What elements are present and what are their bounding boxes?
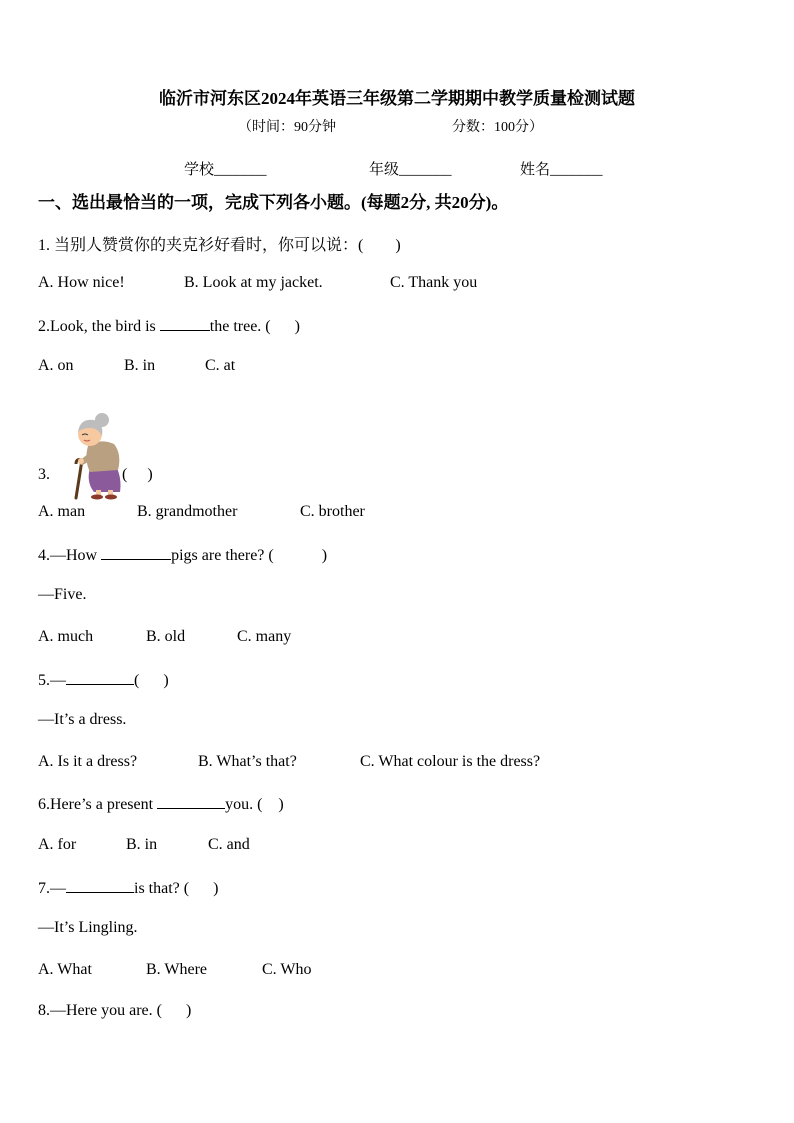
question-7-reply: —It’s Lingling. <box>38 919 138 936</box>
question-7-stem-start: 7.— <box>38 880 66 897</box>
question-1-option-a: A. How nice! <box>38 274 125 291</box>
question-2-option-a: A. on <box>38 357 74 374</box>
grade-field: 年级_______ <box>369 162 452 178</box>
question-4-option-a: A. much <box>38 628 94 645</box>
question-2-stem-start: 2.Look, the bird is <box>38 318 160 335</box>
question-7-stem <box>38 878 218 898</box>
question-6-option-a: A. for <box>38 836 77 853</box>
answer-blank <box>160 316 210 331</box>
question-6-option-c: C. and <box>208 836 250 853</box>
question-2-stem <box>38 316 300 336</box>
question-4-option-b: B. old <box>146 628 186 645</box>
exam-score: 分数：100分） <box>452 120 543 135</box>
question-1-option-b: B. Look at my jacket. <box>184 274 323 291</box>
question-7-option-b: B. Where <box>146 961 208 978</box>
question-5-stem <box>38 670 169 690</box>
name-field: 姓名_______ <box>520 162 603 178</box>
question-1-option-c: C. Thank you <box>390 274 478 291</box>
answer-blank <box>66 670 134 685</box>
question-7-option-c: C. Who <box>262 961 312 978</box>
question-4-option-c: C. many <box>237 628 292 645</box>
question-8-stem: 8.—Here you are. ( ) <box>38 1002 192 1019</box>
question-1-stem: 1. 当别人赞赏你的夹克衫好看时，你可以说：( ) <box>38 237 401 254</box>
question-3-bracket: ( ) <box>122 466 153 483</box>
question-2-option-b: B. in <box>124 357 156 374</box>
question-5-stem-end: ( ) <box>134 672 169 689</box>
school-field: 学校_______ <box>184 162 267 178</box>
question-3-option-c: C. brother <box>300 503 365 520</box>
grandmother-icon <box>60 408 126 500</box>
question-4-reply: —Five. <box>38 586 87 603</box>
question-4-stem-end: pigs are there? ( ) <box>171 547 328 564</box>
question-5-option-c: C. What colour is the dress? <box>360 753 541 770</box>
question-7-stem-end: is that? ( ) <box>134 880 219 897</box>
question-6-stem-end: you. ( ) <box>225 796 284 813</box>
exam-title: 临沂市河东区2024年英语三年级第二学期期中教学质量检测试题 <box>159 89 635 108</box>
question-6-stem-start: 6.Here’s a present <box>38 796 158 813</box>
question-5-option-a: A. Is it a dress? <box>38 753 138 770</box>
exam-time: （时间：90分钟 <box>238 120 336 135</box>
answer-blank <box>66 878 134 893</box>
question-7-option-a: A. What <box>38 961 92 978</box>
question-4-stem-start: 4.—How <box>38 547 102 564</box>
question-6-option-b: B. in <box>126 836 158 853</box>
question-5-stem-start: 5.— <box>38 672 66 689</box>
question-5-reply: —It’s a dress. <box>38 711 127 728</box>
answer-blank <box>101 545 171 560</box>
question-4-stem <box>38 545 327 565</box>
grandmother-image <box>52 390 118 482</box>
question-3-stem: 3. <box>38 466 50 483</box>
question-3-option-b: B. grandmother <box>137 503 238 520</box>
question-2-option-c: C. at <box>205 357 236 374</box>
question-6-stem <box>38 794 284 814</box>
section-heading: 一、选出最恰当的一项，完成下列各小题。(每题2分, 共20分)。 <box>38 193 509 212</box>
question-5-option-b: B. What’s that? <box>198 753 297 770</box>
question-3-option-a: A. man <box>38 503 86 520</box>
question-2-stem-end: the tree. ( ) <box>209 318 300 335</box>
answer-blank <box>157 794 225 809</box>
